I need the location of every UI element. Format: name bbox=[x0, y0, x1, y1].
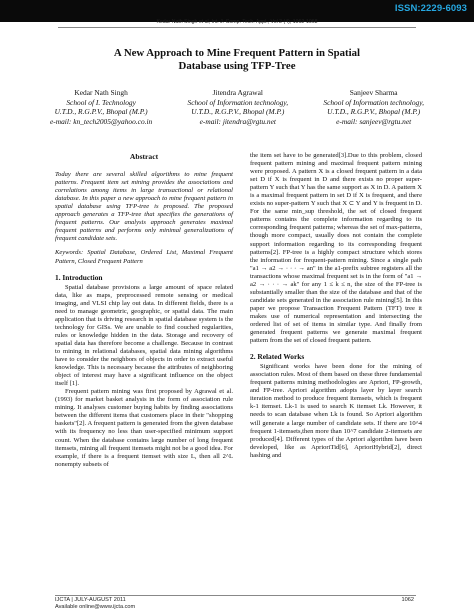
author-name: Jitendra Agrawal bbox=[212, 88, 263, 97]
intro-paragraph-1: Spatial database provisions a large amount of space related data, like as maps, preprocessed remote sensing or medical imaging, and VLSI chip lay out data. In different fields, there is a need to manage geometric, geographic, or spatial data. The main application that is driving research in spatial database system is the technology for GISs. We are unable to find couched regularities, rules or knowledge hidden in the data. Storage and recovery of spatial data has therefore become a challenge. Because in contrast to mining in relational databases, spatial data mining algorithms have to consider the neighbors of objects in order to extract useful knowledge. This is necessary because the attributes of neighboring object of interest may have a significant influence on the object itself [1]. bbox=[55, 283, 233, 388]
footer-availability: Available online@www.ijcta.com bbox=[55, 604, 136, 610]
right-paragraph-1: the item set have to be generated[3].Due to this problem, closed frequent pattern mining and maximal frequent pattern mining were proposed. A pattern X is a closed frequent pattern in a data set D if X is frequent in D and there exists no proper super-pattern Y such that Y has the same support as X in D. A pattern X is a maximal frequent pattern in set D if X is frequent, and there exists no super-pattern Y such that X ⊂ Y and Y is frequent in D. For the same min_sup threshold, the set of closed frequent patterns contains the complete information regarding to its corresponding frequent patterns; whereas the set of max-patterns, though more compact, usually does not contain the complete support information regarding to its corresponding frequent patterns[2]. FP-tree is a highly compact structure which stores the information for frequent-pattern mining. Since a single path "a1 → a2 → · · · → an" in the a1-prefix subtree registers all the transactions whose maximal frequent set is in the form of "a1 → a2 → · · · → ak" for any 1 ≤ k ≤ n, the size of the FP-tree is substantially smaller than the size of the database and that of the candidate sets generated in the association rule mining[5]. In this paper we propose Transaction Frequent Pattern (TFT) tree it makes use of numerical representation and intersecting the ordered list of set of items in similar type. And finally from generated frequent patterns we generate maximal frequent pattern from the set of closed frequent pattern. bbox=[250, 152, 422, 345]
keywords: Keywords: Spatial Database, Ordered List, Maximal Frequent Pattern, Closed Frequent Pattern bbox=[55, 249, 233, 265]
author-2 bbox=[188, 88, 289, 126]
issn-label: ISSN:2229-6093 bbox=[394, 3, 467, 14]
author-block bbox=[50, 88, 424, 126]
author-affiliation-2: U.T.D., R.G.P.V., Bhopal (M.P.) bbox=[191, 107, 285, 116]
author-affiliation-2: U.T.D., R.G.P.V., Bhopal (M.P.) bbox=[54, 107, 148, 116]
related-works-paragraph: Significant works have been done for the mining of association rules. Most of them based on these three fundamental frequent patterns mining methodologies are Apriori, FP-growth, and FP-tree. Apriori algorithm adopts layer by layer search iteration method to produce frequent itemsets, which is frequent k-1 itemset. Lk-1 is used to search K itemset Lk. However, it needs to scan database when Lk is found. So Apriori algorithm will generate a large number of candidate sets. If there are 10^4 frequent 1-itemsets,then more than 10^7 candidate 2-itemsets are produced[4]. Different types of the Apriori algorithm have been developed, like as AprioriTid[6], AprioriHybrid[2], direct hashing and bbox=[250, 363, 422, 459]
title-line-1: A New Approach to Mine Frequent Pattern in Spatial bbox=[113, 47, 361, 59]
author-name: Kedar Nath Singh bbox=[74, 88, 128, 97]
title-line-2: Database using TFP-Tree bbox=[178, 60, 296, 72]
right-column bbox=[250, 152, 422, 460]
introduction-heading: 1. Introduction bbox=[55, 272, 103, 282]
intro-paragraph-2: Frequent pattern mining was first proposed by Agrawal et al. (1993) for market basket analysis in the form of association rule mining. It analyses customer buying habits by finding associations between the different items that customers place in their "shopping baskets"[2]. A frequent pattern is generated from the given database with its frequency no less than user-specified minimum support count. When the database contains large number of long frequent itemsets, mining all frequent itemsets might not be a good idea. For example, if there is a frequent itemset with size L, then all 2^L nonempty subsets of bbox=[55, 388, 233, 468]
abstract-text: Today there are several skilled algorithms to mine frequent patterns. Frequent item set mining provides the associations and correlations among items in large transactional or relational database. In this paper a new approach to mine frequent pattern in spatial database using TFP-tree is proposed. The proposed approach generates a TFP-tree that specifies the generations of frequent patterns. Our analysis approach generates maximal frequent patterns and performs only minimal generalizations of frequent candidate sets. bbox=[55, 171, 233, 243]
header-rule bbox=[58, 27, 416, 28]
author-email: e-mail: kn_tech2005@yahoo.co.in bbox=[50, 116, 153, 126]
author-affiliation: School of I. Technology bbox=[66, 97, 136, 107]
running-head: Kedar Nath Singh et al, Int. J. Comp. Tech. Appl., Vol 2 (4), 1062-1068 bbox=[156, 19, 318, 25]
author-3 bbox=[323, 88, 424, 126]
author-affiliation-2: U.T.D., R.G.P.V., Bhopal (M.P.) bbox=[327, 107, 421, 116]
page-number: 1062 bbox=[401, 597, 414, 603]
left-column bbox=[55, 150, 233, 469]
related-works-heading: 2. Related Works bbox=[250, 352, 305, 362]
footer-left bbox=[55, 597, 135, 611]
author-affiliation: School of Information technology, bbox=[187, 97, 289, 107]
paper-title bbox=[40, 47, 434, 73]
author-affiliation: School of Information technology, bbox=[323, 97, 424, 107]
author-email: e-mail: sanjeev@rgtu.net bbox=[336, 116, 412, 126]
author-1 bbox=[50, 88, 152, 126]
abstract-heading: Abstract bbox=[129, 152, 159, 161]
author-email: e-mail: jitendra@rgtu.net bbox=[199, 116, 276, 126]
footer-rule bbox=[55, 595, 416, 596]
footer-journal: IJCTA | JULY-AUGUST 2011 bbox=[55, 597, 126, 603]
author-name: Sanjeev Sharma bbox=[349, 88, 398, 97]
